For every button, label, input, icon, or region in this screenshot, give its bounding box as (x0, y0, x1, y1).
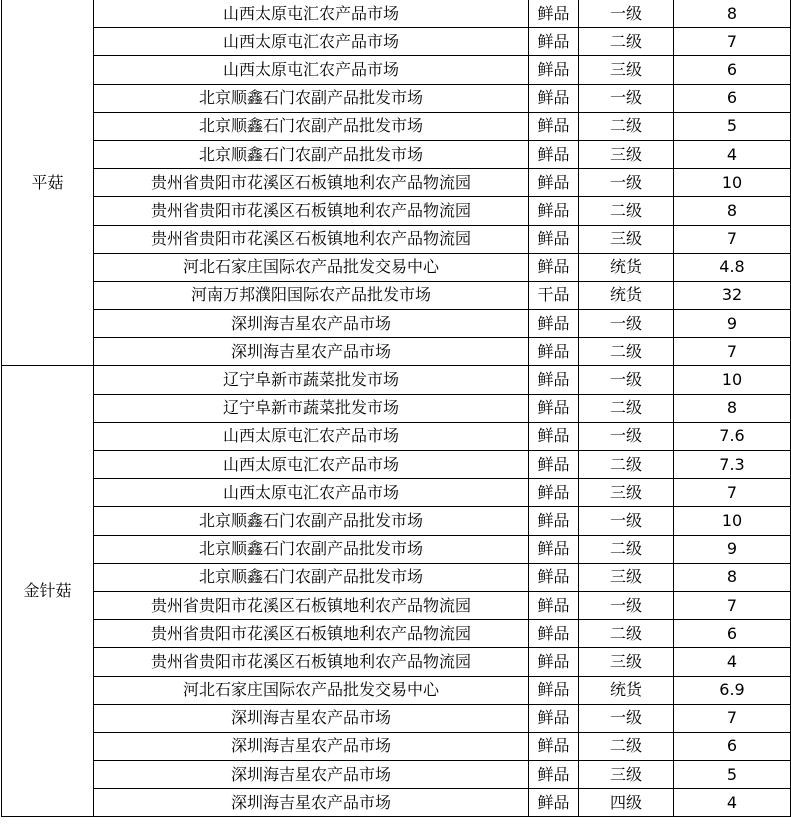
table-row (2, 225, 791, 253)
market-name-cell: 山西太原屯汇农产品市场 (94, 479, 529, 507)
market-name-cell: 山西太原屯汇农产品市场 (94, 422, 529, 450)
table-row (2, 394, 791, 422)
market-name-cell: 北京顺鑫石门农副产品批发市场 (94, 140, 529, 168)
table-row (2, 366, 791, 394)
table-row (2, 0, 791, 28)
price-cell: 8 (674, 563, 791, 591)
market-name-cell: 北京顺鑫石门农副产品批发市场 (94, 112, 529, 140)
price-cell: 7 (674, 338, 791, 366)
price-cell: 7 (674, 704, 791, 732)
table-row (2, 648, 791, 676)
grade-cell: 二级 (579, 620, 674, 648)
grade-cell: 三级 (579, 225, 674, 253)
price-table-body (2, 0, 791, 817)
product-type-cell: 鲜品 (529, 648, 579, 676)
price-cell: 6.9 (674, 676, 791, 704)
price-cell: 4 (674, 140, 791, 168)
price-cell: 7.6 (674, 422, 791, 450)
market-name-cell: 北京顺鑫石门农副产品批发市场 (94, 507, 529, 535)
price-cell: 10 (674, 366, 791, 394)
price-cell: 7 (674, 225, 791, 253)
product-type-cell: 鲜品 (529, 507, 579, 535)
price-cell: 6 (674, 732, 791, 760)
product-type-cell: 鲜品 (529, 56, 579, 84)
table-row (2, 704, 791, 732)
table-row (2, 310, 791, 338)
market-name-cell: 河北石家庄国际农产品批发交易中心 (94, 253, 529, 281)
grade-cell: 三级 (579, 56, 674, 84)
grade-cell: 二级 (579, 451, 674, 479)
price-cell: 7 (674, 479, 791, 507)
product-type-cell: 鲜品 (529, 591, 579, 619)
market-name-cell: 深圳海吉星农产品市场 (94, 704, 529, 732)
price-cell: 5 (674, 112, 791, 140)
table-row (2, 507, 791, 535)
market-name-cell: 深圳海吉星农产品市场 (94, 338, 529, 366)
table-row (2, 28, 791, 56)
price-cell: 4 (674, 789, 791, 817)
product-type-cell: 鲜品 (529, 761, 579, 789)
table-row (2, 112, 791, 140)
market-name-cell: 深圳海吉星农产品市场 (94, 761, 529, 789)
product-type-cell: 鲜品 (529, 676, 579, 704)
grade-cell: 二级 (579, 732, 674, 760)
price-cell: 7 (674, 28, 791, 56)
price-cell: 6 (674, 84, 791, 112)
product-type-cell: 鲜品 (529, 0, 579, 28)
market-name-cell: 山西太原屯汇农产品市场 (94, 0, 529, 28)
grade-cell: 四级 (579, 789, 674, 817)
grade-cell: 三级 (579, 479, 674, 507)
table-row (2, 338, 791, 366)
product-type-cell: 鲜品 (529, 451, 579, 479)
market-name-cell: 北京顺鑫石门农副产品批发市场 (94, 84, 529, 112)
market-name-cell: 北京顺鑫石门农副产品批发市场 (94, 563, 529, 591)
product-type-cell: 鲜品 (529, 789, 579, 817)
product-type-cell: 鲜品 (529, 563, 579, 591)
grade-cell: 一级 (579, 507, 674, 535)
grade-cell: 一级 (579, 310, 674, 338)
product-type-cell: 鲜品 (529, 704, 579, 732)
grade-cell: 二级 (579, 28, 674, 56)
price-cell: 9 (674, 310, 791, 338)
market-name-cell: 贵州省贵阳市花溪区石板镇地利农产品物流园 (94, 648, 529, 676)
product-type-cell: 鲜品 (529, 338, 579, 366)
grade-cell: 一级 (579, 704, 674, 732)
grade-cell: 二级 (579, 535, 674, 563)
market-name-cell: 辽宁阜新市蔬菜批发市场 (94, 366, 529, 394)
grade-cell: 三级 (579, 140, 674, 168)
table-row (2, 197, 791, 225)
grade-cell: 一级 (579, 84, 674, 112)
market-name-cell: 贵州省贵阳市花溪区石板镇地利农产品物流园 (94, 225, 529, 253)
price-cell: 7.3 (674, 451, 791, 479)
grade-cell: 三级 (579, 648, 674, 676)
table-row (2, 281, 791, 309)
grade-cell: 三级 (579, 563, 674, 591)
table-row (2, 591, 791, 619)
grade-cell: 一级 (579, 366, 674, 394)
grade-cell: 统货 (579, 676, 674, 704)
product-type-cell: 鲜品 (529, 253, 579, 281)
product-type-cell: 鲜品 (529, 112, 579, 140)
product-type-cell: 鲜品 (529, 84, 579, 112)
market-name-cell: 深圳海吉星农产品市场 (94, 789, 529, 817)
market-name-cell: 山西太原屯汇农产品市场 (94, 28, 529, 56)
grade-cell: 统货 (579, 281, 674, 309)
grade-cell: 二级 (579, 394, 674, 422)
table-row (2, 563, 791, 591)
market-name-cell: 贵州省贵阳市花溪区石板镇地利农产品物流园 (94, 591, 529, 619)
price-cell: 8 (674, 197, 791, 225)
price-cell: 9 (674, 535, 791, 563)
table-row (2, 451, 791, 479)
price-cell: 4 (674, 648, 791, 676)
price-table (1, 0, 791, 817)
price-cell: 6 (674, 56, 791, 84)
table-row (2, 422, 791, 450)
grade-cell: 二级 (579, 112, 674, 140)
grade-cell: 三级 (579, 761, 674, 789)
mushroom-category-cell: 平菇 (2, 0, 94, 366)
table-row (2, 56, 791, 84)
table-row (2, 169, 791, 197)
market-name-cell: 贵州省贵阳市花溪区石板镇地利农产品物流园 (94, 620, 529, 648)
product-type-cell: 鲜品 (529, 366, 579, 394)
product-type-cell: 鲜品 (529, 225, 579, 253)
mushroom-category-cell: 金针菇 (2, 366, 94, 817)
market-name-cell: 河北石家庄国际农产品批发交易中心 (94, 676, 529, 704)
market-name-cell: 贵州省贵阳市花溪区石板镇地利农产品物流园 (94, 169, 529, 197)
price-cell: 32 (674, 281, 791, 309)
table-row (2, 84, 791, 112)
grade-cell: 统货 (579, 253, 674, 281)
table-row (2, 479, 791, 507)
table-row (2, 761, 791, 789)
product-type-cell: 鲜品 (529, 394, 579, 422)
product-type-cell: 鲜品 (529, 732, 579, 760)
table-row (2, 253, 791, 281)
market-name-cell: 河南万邦濮阳国际农产品批发市场 (94, 281, 529, 309)
product-type-cell: 鲜品 (529, 310, 579, 338)
grade-cell: 二级 (579, 338, 674, 366)
table-row (2, 535, 791, 563)
price-cell: 5 (674, 761, 791, 789)
market-name-cell: 贵州省贵阳市花溪区石板镇地利农产品物流园 (94, 197, 529, 225)
product-type-cell: 干品 (529, 281, 579, 309)
market-name-cell: 深圳海吉星农产品市场 (94, 310, 529, 338)
market-name-cell: 山西太原屯汇农产品市场 (94, 451, 529, 479)
grade-cell: 一级 (579, 0, 674, 28)
product-type-cell: 鲜品 (529, 620, 579, 648)
product-type-cell: 鲜品 (529, 169, 579, 197)
price-cell: 10 (674, 169, 791, 197)
market-name-cell: 北京顺鑫石门农副产品批发市场 (94, 535, 529, 563)
product-type-cell: 鲜品 (529, 197, 579, 225)
price-cell: 8 (674, 394, 791, 422)
grade-cell: 一级 (579, 591, 674, 619)
product-type-cell: 鲜品 (529, 28, 579, 56)
table-row (2, 140, 791, 168)
price-cell: 4.8 (674, 253, 791, 281)
market-name-cell: 山西太原屯汇农产品市场 (94, 56, 529, 84)
product-type-cell: 鲜品 (529, 422, 579, 450)
table-row (2, 620, 791, 648)
grade-cell: 一级 (579, 169, 674, 197)
grade-cell: 二级 (579, 197, 674, 225)
grade-cell: 一级 (579, 422, 674, 450)
market-name-cell: 深圳海吉星农产品市场 (94, 732, 529, 760)
price-cell: 8 (674, 0, 791, 28)
product-type-cell: 鲜品 (529, 140, 579, 168)
product-type-cell: 鲜品 (529, 535, 579, 563)
price-cell: 6 (674, 620, 791, 648)
price-cell: 7 (674, 591, 791, 619)
market-name-cell: 辽宁阜新市蔬菜批发市场 (94, 394, 529, 422)
table-row (2, 732, 791, 760)
product-type-cell: 鲜品 (529, 479, 579, 507)
price-cell: 10 (674, 507, 791, 535)
table-row (2, 676, 791, 704)
table-row (2, 789, 791, 817)
